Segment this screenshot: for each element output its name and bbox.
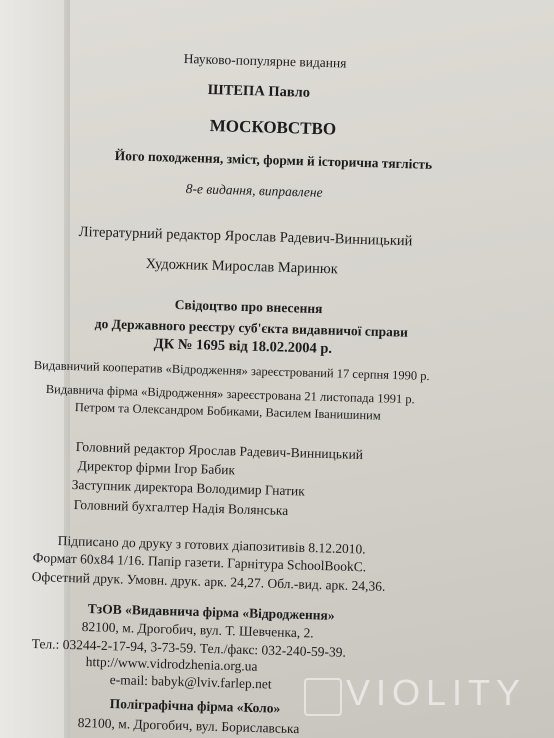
printer-address: 82100, м. Дрогобич, вул. Бориславська bbox=[77, 715, 300, 737]
founders: Петром та Олександром Бобиками, Василем Іванишиним bbox=[74, 400, 381, 423]
format-info: Формат 60x84 1/16. Папір газети. Гарнітура SchoolBookC. bbox=[32, 550, 367, 575]
publisher-phone: Тел.: 03244-2-17-94, 3-73-59. Тел./факс: 032-240-59-39. bbox=[31, 636, 347, 660]
publisher-address: 82100, м. Дрогобич, вул. Т. Шевченка, 2. bbox=[81, 619, 314, 641]
certificate-line-1: Свідоцтво про внесення bbox=[174, 297, 323, 317]
printer-name: Поліграфічна фірма «Коло» bbox=[109, 696, 281, 716]
chief-accountant: Головний бухгалтер Надія Волянська bbox=[73, 497, 289, 518]
publisher-email: e-mail: babyk@lviv.farlep.net bbox=[109, 672, 272, 692]
signed-to-print: Підписано до друку з готових діапозитивів 8.12.2010. bbox=[57, 533, 366, 557]
edition-type: Науково-популярне видання bbox=[183, 51, 347, 71]
print-info: Офсетний друк. Умовн. друк. арк. 24,27. Обл.-вид. арк. 24,36. bbox=[31, 569, 386, 594]
certificate-line-3: ДК № 1695 від 18.02.2004 р. bbox=[153, 336, 333, 357]
watermark: VIOLITY bbox=[346, 672, 527, 713]
edition-note: 8-е видання, виправлене bbox=[185, 181, 323, 200]
publisher-name: ТзОВ «Видавнича фірма «Відродження» bbox=[87, 601, 335, 623]
registration-coop: Видавничий кооператив «Відродження» зареєстрований 17 серпня 1990 р. bbox=[33, 358, 430, 384]
director: Директор фірми Ігор Бабик bbox=[77, 458, 236, 478]
author-name: ШТЕПА Павло bbox=[207, 82, 311, 101]
book-subtitle: Його походження, зміст, форми й історична тяглість bbox=[114, 148, 433, 172]
watermark-logo-icon bbox=[304, 678, 342, 716]
certificate-line-2: до Державного реєстру суб'єкта видавничої справи bbox=[94, 316, 409, 340]
book-title: МОСКОВСТВО bbox=[209, 116, 337, 139]
literary-editor: Літературний редактор Ярослав Радевич-Винницький bbox=[78, 224, 413, 250]
artist: Художник Мирослав Маринюк bbox=[145, 256, 339, 278]
registration-firm: Видавнича фірма «Відродження» зареєстрована 21 листопада 1991 р. bbox=[45, 382, 415, 407]
publisher-website: http://www.vidrodzhenia.org.ua bbox=[85, 654, 258, 674]
chief-editor: Головний редактор Ярослав Радевич-Винницький bbox=[75, 439, 364, 463]
deputy-director: Заступник директора Володимир Гнатик bbox=[71, 477, 306, 499]
